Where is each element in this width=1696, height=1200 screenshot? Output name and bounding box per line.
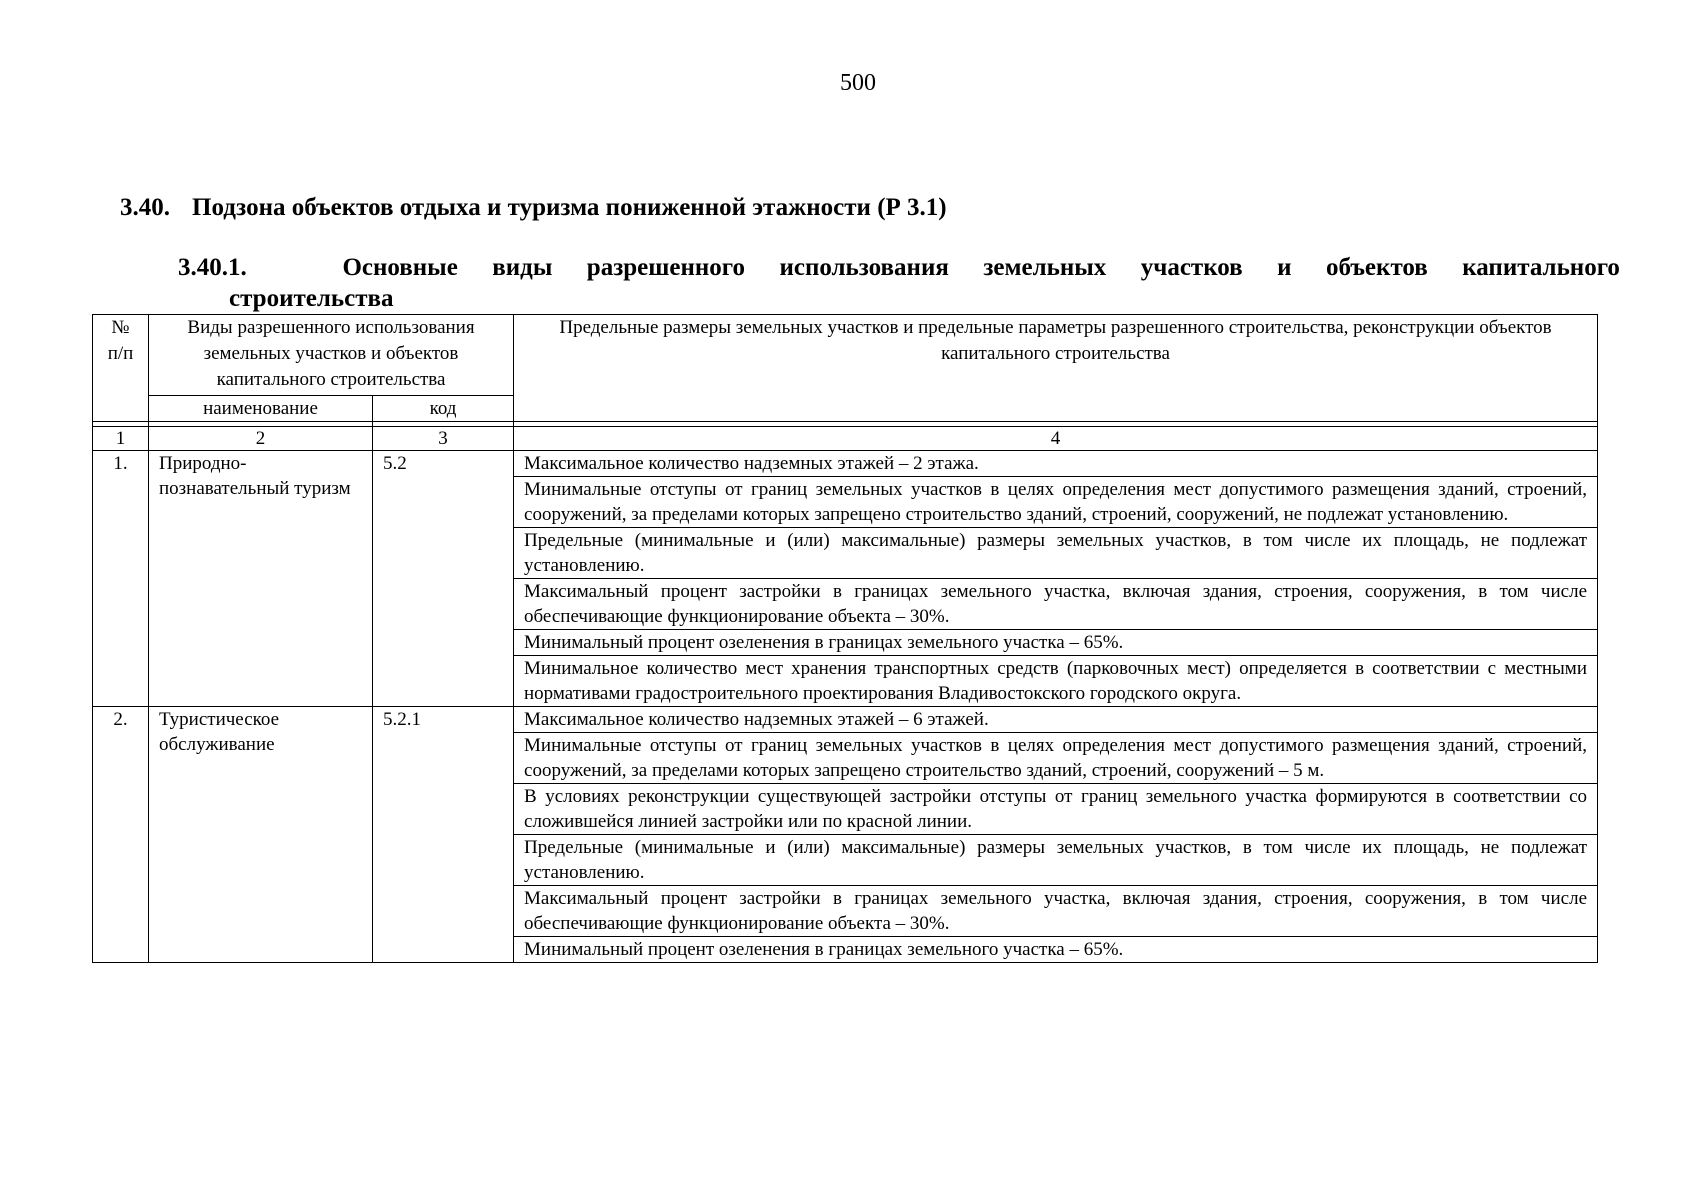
- use-type-name: Природно-познавательный туризм: [149, 451, 373, 707]
- section-title: [120, 194, 947, 222]
- parameter-text: Предельные (минимальные и (или) максимальные) размеры земельных участков, в том числе их площадь, не подлежат установлению.: [514, 835, 1598, 886]
- subsection-word: капитального: [1462, 254, 1620, 281]
- parameter-text: Минимальные отступы от границ земельных участков в целях определения мест допустимого размещения зданий, строений, сооружений, за пределами которых запрещено строительство зданий, строений, сооружений, не подлежат установлению.: [514, 477, 1598, 528]
- table-row: [93, 451, 1598, 477]
- use-type-code: 5.2: [373, 451, 514, 707]
- header-params: Предельные размеры земельных участков и предельные параметры разрешенного строительства, реконструкции объектов капитального строительства: [514, 315, 1598, 422]
- parameter-text: Минимальный процент озеленения в границах земельного участка – 65%.: [514, 630, 1598, 656]
- parameter-text: Максимальное количество надземных этажей – 6 этажей.: [514, 707, 1598, 733]
- subsection-word: объектов: [1325, 254, 1428, 281]
- subsection-word: и: [1277, 254, 1292, 281]
- row-number: 1.: [93, 451, 149, 707]
- subsection-line-1: [178, 252, 1620, 283]
- parameter-text: Максимальный процент застройки в границах земельного участка, включая здания, строения, сооружения, в том числе обеспечивающие функционирование объекта – 30%.: [514, 886, 1598, 937]
- parameter-text: Предельные (минимальные и (или) максимальные) размеры земельных участков, в том числе их площадь, не подлежат установлению.: [514, 528, 1598, 579]
- header-num: № п/п: [93, 315, 149, 422]
- parameter-text: Минимальное количество мест хранения транспортных средств (парковочных мест) определяется в соответствии с местными нормативами градостроительного проектирования Владивостокского городского округа.: [514, 656, 1598, 707]
- subsection-number: 3.40.1.: [178, 254, 247, 281]
- parameter-text: Максимальный процент застройки в границах земельного участка, включая здания, строения, сооружения, в том числе обеспечивающие функционирование объекта – 30%.: [514, 579, 1598, 630]
- column-number: 3: [373, 427, 514, 451]
- use-type-code: 5.2.1: [373, 707, 514, 963]
- row-number: 2.: [93, 707, 149, 963]
- table-row: [93, 707, 1598, 733]
- subsection-word: виды: [492, 254, 553, 281]
- column-numbers-row: [93, 427, 1598, 451]
- parameter-text: Максимальное количество надземных этажей – 2 этажа.: [514, 451, 1598, 477]
- subsection-word: участков: [1140, 254, 1243, 281]
- column-number: 4: [514, 427, 1598, 451]
- parameter-text: Минимальный процент озеленения в границах земельного участка – 65%.: [514, 937, 1598, 963]
- use-type-name: Туристическое обслуживание: [149, 707, 373, 963]
- header-types: Виды разрешенного использования земельных участков и объектов капитального строительства: [149, 315, 514, 396]
- parameter-text: Минимальные отступы от границ земельных участков в целях определения мест допустимого размещения зданий, строений, сооружений, за пределами которых запрещено строительство зданий, строений, сооружений – 5 м.: [514, 733, 1598, 784]
- parameter-text: В условиях реконструкции существующей застройки отступы от границ земельного участка формируются в соответствии со сложившейся линией застройки или по красной линии.: [514, 784, 1598, 835]
- subsection-word: земельных: [983, 254, 1107, 281]
- subsection-line-2: строительства: [229, 285, 394, 312]
- subsection-word: Основные: [342, 254, 458, 281]
- column-number: 1: [93, 427, 149, 451]
- subsection-word: использования: [779, 254, 949, 281]
- table-header-row: [93, 315, 1598, 396]
- header-code: код: [373, 396, 514, 422]
- header-name: наименование: [149, 396, 373, 422]
- column-number: 2: [149, 427, 373, 451]
- page-number: 500: [840, 70, 876, 96]
- section-title-text: Подзона объектов отдыха и туризма пониженной этажности (Р 3.1): [192, 194, 947, 221]
- section-number: 3.40.: [120, 194, 170, 221]
- land-use-table: [92, 314, 1598, 963]
- subsection-title: [178, 252, 1620, 314]
- subsection-word: разрешенного: [586, 254, 745, 281]
